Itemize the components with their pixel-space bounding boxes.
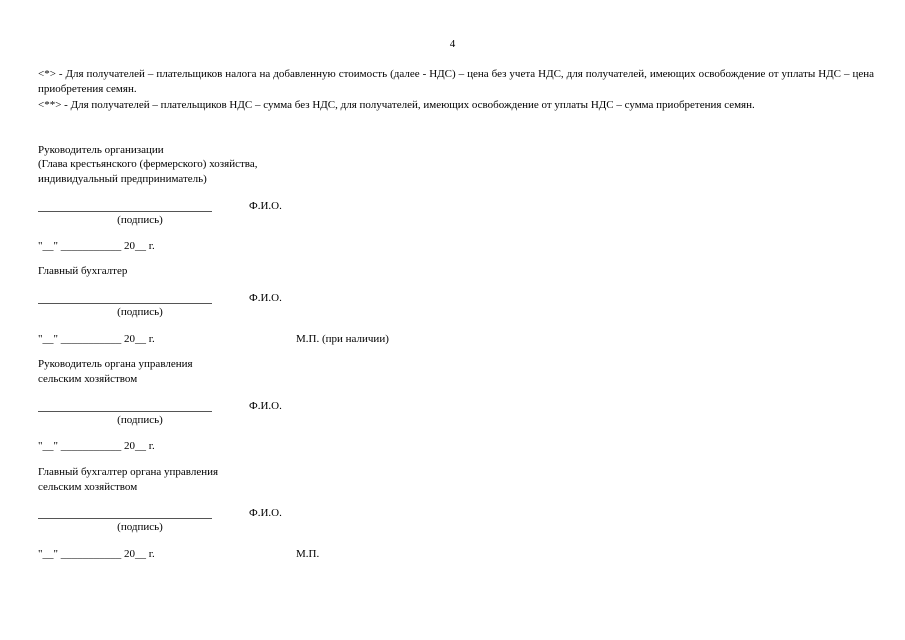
head-org-signature-line [38,211,212,212]
chief-accountant-fio: Ф.И.О. [249,292,282,304]
chief-accountant-agri-title-line-2: сельским хозяйством [38,481,138,493]
chief-accountant-title: Главный бухгалтер [38,265,128,277]
head-agri-signature-caption: (подпись) [117,414,163,426]
chief-accountant-agri-fio: Ф.И.О. [249,507,282,519]
chief-accountant-stamp: М.П. (при наличии) [296,333,389,345]
head-org-title-line-2: (Глава крестьянского (фермерского) хозяйства, [38,158,258,170]
footnote-vat-price: <*> - Для получателей – плательщиков налога на добавленную стоимость (далее - НДС) – цена без учета НДС, для получателей, имеющих освобождение от уплаты НДС – цена приобретения семян. [38,68,874,95]
head-agri-fio: Ф.И.О. [249,400,282,412]
chief-accountant-agri-signature-caption: (подпись) [117,521,163,533]
chief-accountant-agri-signature-line [38,518,212,519]
head-org-fio: Ф.И.О. [249,200,282,212]
page-number: 4 [449,38,456,50]
chief-accountant-signature-caption: (подпись) [117,306,163,318]
chief-accountant-date: "__" ___________ 20__ г. [38,333,155,345]
chief-accountant-agri-date: "__" ___________ 20__ г. [38,548,155,560]
head-agri-title-line-1: Руководитель органа управления [38,358,193,370]
head-agri-signature-line [38,411,212,412]
head-org-signature-caption: (подпись) [117,214,163,226]
chief-accountant-signature-line [38,303,212,304]
chief-accountant-agri-title-line-1: Главный бухгалтер органа управления [38,466,219,478]
head-org-date: "__" ___________ 20__ г. [38,240,155,252]
head-org-title-line-1: Руководитель организации [38,144,164,156]
head-org-title-line-3: индивидуальный предприниматель) [38,173,207,185]
footnote-vat-sum: <**> - Для получателей – плательщиков НДС – сумма без НДС, для получателей, имеющих освобождение от уплаты НДС – сумма приобретения семян. [38,99,755,111]
head-agri-title-line-2: сельским хозяйством [38,373,138,385]
head-agri-date: "__" ___________ 20__ г. [38,440,155,452]
chief-accountant-agri-stamp: М.П. [296,548,320,560]
